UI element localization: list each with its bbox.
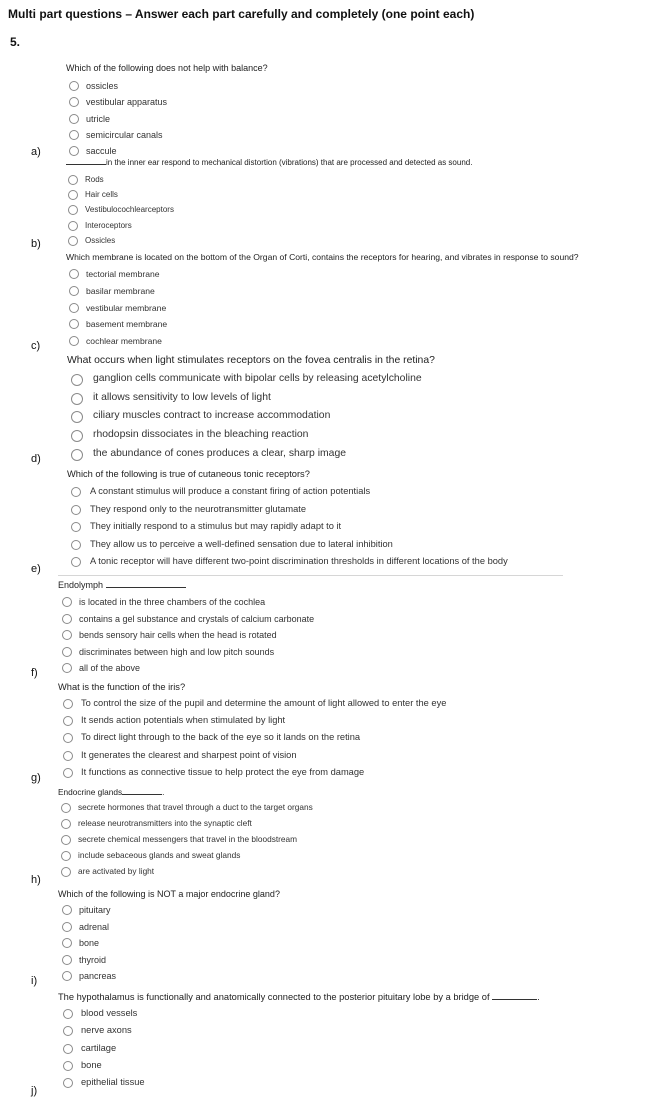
radio-button-icon[interactable] [63, 1009, 73, 1019]
answer-option[interactable] [61, 864, 313, 880]
radio-button-icon[interactable] [62, 905, 72, 915]
radio-button-icon[interactable] [61, 835, 71, 845]
radio-button-icon[interactable] [68, 205, 78, 215]
answer-option[interactable] [69, 78, 268, 94]
question-f [58, 578, 314, 677]
option-label: nerve axons [81, 1025, 132, 1036]
radio-button-icon[interactable] [71, 505, 81, 515]
radio-button-icon[interactable] [69, 269, 79, 279]
radio-button-icon[interactable] [71, 430, 83, 442]
part-letter-e: e) [31, 563, 41, 575]
radio-button-icon[interactable] [68, 221, 78, 231]
answer-option[interactable] [63, 1022, 540, 1039]
radio-button-icon[interactable] [69, 130, 79, 140]
answer-option[interactable] [62, 660, 314, 677]
radio-button-icon[interactable] [69, 286, 79, 296]
option-label: ossicles [86, 81, 119, 91]
option-label: bends sensory hair cells when the head is rotated [79, 630, 277, 641]
question-a [66, 62, 268, 159]
option-label: Interoceptors [85, 220, 132, 230]
answer-option[interactable] [69, 94, 268, 110]
question-stem [66, 157, 472, 172]
option-label: vestibular apparatus [86, 97, 168, 108]
radio-button-icon[interactable] [69, 146, 79, 156]
option-label: all of the above [79, 663, 141, 674]
radio-button-icon[interactable] [63, 1078, 73, 1088]
option-label: It sends action potentials when stimulated by light [81, 715, 286, 726]
answer-option[interactable] [71, 553, 508, 571]
option-label: blood vessels [81, 1008, 138, 1018]
radio-button-icon[interactable] [69, 81, 79, 91]
option-label: tectorial membrane [86, 269, 160, 279]
answer-option[interactable] [62, 919, 280, 936]
part-letter-f: f) [31, 667, 38, 679]
radio-button-icon[interactable] [63, 716, 73, 726]
answer-option[interactable] [62, 902, 280, 919]
radio-button-icon[interactable] [68, 190, 78, 200]
radio-button-icon[interactable] [62, 614, 72, 624]
radio-button-icon[interactable] [69, 303, 79, 313]
answer-option[interactable] [61, 848, 313, 864]
radio-button-icon[interactable] [71, 522, 81, 532]
answer-option[interactable] [71, 445, 435, 464]
part-letter-j: j) [31, 1085, 38, 1097]
question-stem-text: in the inner ear respond to mechanical distortion (vibrations) that are processed and detected as sound. [106, 158, 473, 167]
question-stem [58, 786, 313, 800]
radio-button-icon[interactable] [68, 175, 78, 185]
radio-button-icon[interactable] [69, 319, 79, 329]
radio-button-icon[interactable] [61, 867, 71, 877]
answer-option[interactable] [62, 952, 280, 969]
option-label: epithelial tissue [81, 1077, 145, 1088]
option-label: adrenal [79, 921, 110, 932]
question-c [66, 251, 579, 350]
answer-option[interactable] [63, 729, 446, 746]
radio-button-icon[interactable] [62, 663, 72, 673]
part-letter-i: i) [31, 975, 38, 987]
option-label: They allow us to perceive a well-defined sensation due to lateral inhibition [90, 538, 393, 549]
answer-option[interactable] [68, 233, 472, 248]
answer-option[interactable] [68, 202, 472, 217]
option-label: secrete chemical messengers that travel in the bloodstream [78, 833, 298, 844]
answer-option[interactable] [63, 747, 446, 764]
radio-button-icon[interactable] [71, 540, 81, 550]
question-stem-text: Endolymph [58, 580, 104, 590]
option-label: bone [81, 1059, 102, 1070]
radio-button-icon[interactable] [63, 699, 73, 709]
part-letter-d: d) [31, 453, 41, 465]
option-label: Ossicles [85, 235, 116, 245]
question-stem [58, 990, 540, 1005]
answer-option[interactable] [71, 501, 508, 519]
question-stem: Which of the following is true of cutaneous tonic receptors? [67, 469, 310, 479]
option-label: the abundance of cones produces a clear, sharp image [93, 447, 347, 459]
answer-option[interactable] [71, 407, 435, 426]
question-stem [58, 578, 314, 594]
radio-button-icon[interactable] [62, 647, 72, 657]
answer-option[interactable] [62, 935, 280, 952]
radio-button-icon[interactable] [62, 955, 72, 965]
question-i [58, 887, 280, 985]
radio-button-icon[interactable] [62, 630, 72, 640]
answer-option[interactable] [69, 111, 268, 127]
radio-button-icon[interactable] [71, 393, 83, 405]
answer-option[interactable] [62, 644, 314, 661]
radio-button-icon[interactable] [63, 1026, 73, 1036]
radio-button-icon[interactable] [68, 236, 78, 246]
question-stem-text: The hypothalamus is functionally and anatomically connected to the posterior pituitary lobe by a bridge of [58, 992, 490, 1002]
radio-button-icon[interactable] [71, 374, 83, 386]
option-label: secrete hormones that travel through a duct to the target organs [78, 802, 313, 812]
answer-option[interactable] [62, 968, 280, 985]
option-label: saccule [86, 146, 117, 157]
part-letter-a: a) [31, 146, 41, 158]
answer-option[interactable] [68, 172, 472, 187]
answer-option[interactable] [69, 127, 268, 143]
radio-button-icon[interactable] [71, 557, 81, 567]
question-stem: What occurs when light stimulates receptors on the fovea centralis in the retina? [67, 355, 435, 366]
radio-button-icon[interactable] [71, 449, 83, 461]
option-label: ciliary muscles contract to increase accommodation [93, 410, 331, 422]
radio-button-icon[interactable] [63, 1061, 73, 1071]
option-label: thyroid [79, 954, 107, 965]
option-label: To direct light through to the back of the eye so it lands on the retina [81, 732, 361, 743]
answer-option[interactable] [62, 627, 314, 644]
part-letter-h: h) [31, 874, 41, 886]
question-h [58, 786, 313, 879]
radio-button-icon[interactable] [61, 819, 71, 829]
option-label: Hair cells [85, 190, 118, 200]
option-label: rhodopsin dissociates in the bleaching reaction [93, 429, 309, 441]
answer-option[interactable] [71, 518, 508, 536]
answer-option[interactable] [62, 611, 314, 628]
option-label: utricle [86, 113, 111, 124]
question-stem-end: . [162, 787, 165, 797]
option-label: They initially respond to a stimulus but may rapidly adapt to it [90, 521, 342, 531]
option-label: pituitary [79, 905, 111, 915]
answer-option[interactable] [63, 1040, 540, 1057]
option-label: contains a gel substance and crystals of calcium carbonate [79, 613, 315, 624]
option-label: Rods [85, 175, 104, 184]
option-label: release neurotransmitters into the synaptic cleft [78, 817, 252, 828]
answer-option[interactable] [69, 333, 579, 350]
option-label: basement membrane [86, 319, 168, 330]
answer-option[interactable] [69, 283, 579, 300]
option-label: discriminates between high and low pitch sounds [79, 646, 275, 657]
radio-button-icon[interactable] [63, 733, 73, 743]
question-g [58, 680, 446, 781]
part-letter-b: b) [31, 238, 41, 250]
answer-blank [492, 998, 537, 1000]
option-label: basilar membrane [86, 285, 155, 296]
radio-button-icon[interactable] [69, 336, 79, 346]
question-b [66, 157, 472, 248]
option-label: it allows sensitivity to low levels of light [93, 391, 271, 403]
radio-button-icon[interactable] [63, 768, 73, 778]
radio-button-icon[interactable] [62, 922, 72, 932]
answer-option[interactable] [63, 764, 446, 781]
answer-option[interactable] [71, 389, 435, 408]
answer-option[interactable] [62, 594, 314, 611]
answer-option[interactable] [71, 426, 435, 445]
option-label: include sebaceous glands and sweat glands [78, 849, 241, 860]
option-label: ganglion cells communicate with bipolar cells by releasing acetylcholine [93, 373, 422, 384]
page-title: Multi part questions – Answer each part carefully and completely (one point each) [8, 7, 475, 21]
option-label: bone [79, 938, 100, 948]
option-label: pancreas [79, 971, 117, 981]
option-label: is located in the three chambers of the cochlea [79, 597, 266, 607]
option-label: They respond only to the neurotransmitter glutamate [90, 503, 307, 514]
answer-blank [106, 586, 186, 588]
question-j [58, 990, 540, 1091]
answer-blank [122, 793, 162, 795]
question-stem: What is the function of the iris? [58, 682, 186, 692]
radio-button-icon[interactable] [61, 851, 71, 861]
question-e [67, 467, 508, 571]
option-label: semicircular canals [86, 129, 163, 140]
option-label: It generates the clearest and sharpest point of vision [81, 749, 297, 760]
question-stem: Which of the following does not help with balance? [66, 63, 268, 73]
answer-option[interactable] [71, 370, 435, 389]
option-label: Vestibulocochlearceptors [85, 205, 174, 215]
radio-button-icon[interactable] [63, 751, 73, 761]
option-label: cochlear membrane [86, 336, 162, 347]
answer-option[interactable] [68, 218, 472, 233]
option-label: A tonic receptor will have different two-point discrimination thresholds in different locations of the body [90, 556, 508, 566]
question-number: 5. [10, 35, 21, 49]
answer-option[interactable] [63, 1005, 540, 1022]
radio-button-icon[interactable] [69, 97, 79, 107]
question-stem-text: Endocrine glands [58, 787, 123, 797]
divider [58, 575, 563, 576]
answer-option[interactable] [61, 816, 313, 832]
question-stem-end: . [537, 992, 540, 1002]
answer-option[interactable] [63, 1057, 540, 1074]
option-label: are activated by light [78, 865, 155, 876]
answer-option[interactable] [63, 695, 446, 712]
option-label: cartilage [81, 1042, 117, 1053]
answer-option[interactable] [61, 832, 313, 848]
radio-button-icon[interactable] [71, 411, 83, 423]
answer-option[interactable] [69, 316, 579, 333]
answer-option[interactable] [63, 712, 446, 729]
answer-option[interactable] [69, 266, 579, 283]
question-d [67, 353, 435, 463]
option-label: vestibular membrane [86, 302, 167, 313]
answer-option[interactable] [61, 800, 313, 816]
radio-button-icon[interactable] [69, 114, 79, 124]
part-letter-c: c) [31, 340, 41, 352]
radio-button-icon[interactable] [63, 1044, 73, 1054]
answer-option[interactable] [63, 1074, 540, 1091]
radio-button-icon[interactable] [62, 597, 72, 607]
radio-button-icon[interactable] [62, 971, 72, 981]
radio-button-icon[interactable] [61, 803, 71, 813]
answer-blank [66, 163, 106, 165]
answer-option[interactable] [68, 187, 472, 202]
part-letter-g: g) [31, 772, 41, 784]
answer-option[interactable] [71, 536, 508, 554]
radio-button-icon[interactable] [71, 487, 81, 497]
answer-option[interactable] [71, 483, 508, 501]
option-label: It functions as connective tissue to help protect the eye from damage [81, 766, 365, 777]
question-stem: Which membrane is located on the bottom of the Organ of Corti, contains the receptors for hearing, and vibrates in response to sound? [66, 252, 579, 262]
answer-option[interactable] [69, 300, 579, 317]
question-stem: Which of the following is NOT a major endocrine gland? [58, 889, 280, 899]
radio-button-icon[interactable] [62, 938, 72, 948]
option-label: A constant stimulus will produce a constant firing of action potentials [90, 486, 371, 496]
option-label: To control the size of the pupil and determine the amount of light allowed to enter the eye [81, 698, 447, 708]
